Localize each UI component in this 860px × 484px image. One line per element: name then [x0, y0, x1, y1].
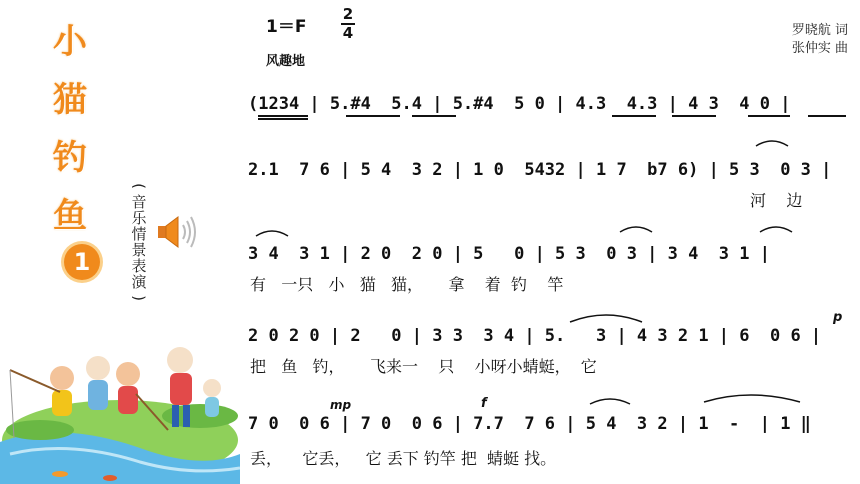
lyric-line-3: 有 一只 小 猫 猫， 拿 着 钓 竿 [250, 275, 564, 294]
score-line-4: 2 0 2 0 | 2 0 | 3 3 3 4 | 5. 3 | 4 3 2 1 | 6 0 6 | [248, 326, 822, 346]
title-char-1: 小 [53, 22, 87, 62]
score-line-1: (1234 | 5.#4 5.4 | 5.#4 5 0 | 4.3 4.3 | 4 3 4 0 | [248, 94, 791, 114]
score-line-2: 2.1 7 6 | 5 4 3 2 | 1 0 5432 | 1 7 b7 6) | 5 3 0 3 | [248, 160, 832, 180]
lyric-line-5: 丢， 它丢， 它 丢下 钓竿 把 蜻蜓 找。 [250, 449, 557, 468]
kittens-fishing-illustration [0, 330, 240, 484]
credits [792, 22, 848, 58]
score-line-5: 7 0 0 6 | 7 0 0 6 | 7.7 7 6 | 5 4 3 2 | 1 - | 1 ‖ [248, 414, 811, 434]
key-signature: 1＝F [266, 17, 307, 37]
composer: 张仲实 曲 [791, 41, 848, 56]
time-signature: 2 4 [342, 5, 354, 42]
tempo-marking: 风趣地 [266, 54, 306, 69]
lyric-line-4: 把 鱼 钓， 飞来一 只 小呀小蜻蜓， 它 [250, 357, 597, 376]
lyric-line-2: 河 边 [750, 191, 803, 210]
score-line-3: 3 4 3 1 | 2 0 2 0 | 5 0 | 5 3 0 3 | 3 4 3 1 | [248, 244, 770, 264]
title-char-2: 猫 [53, 80, 87, 120]
lesson-number-badge: 1 [64, 244, 100, 280]
dynamic-mp: mp [330, 398, 352, 412]
speaker-icon[interactable] [156, 214, 200, 250]
title-char-4: 鱼 [53, 196, 87, 236]
title-char-3: 钓 [53, 138, 87, 178]
dynamic-p: p [833, 310, 843, 325]
dynamic-f: f [481, 396, 487, 411]
subtitle-vertical: ( 音 乐 情 景 表 演 ) [130, 183, 148, 301]
lyricist: 罗晓航 词 [791, 23, 848, 38]
